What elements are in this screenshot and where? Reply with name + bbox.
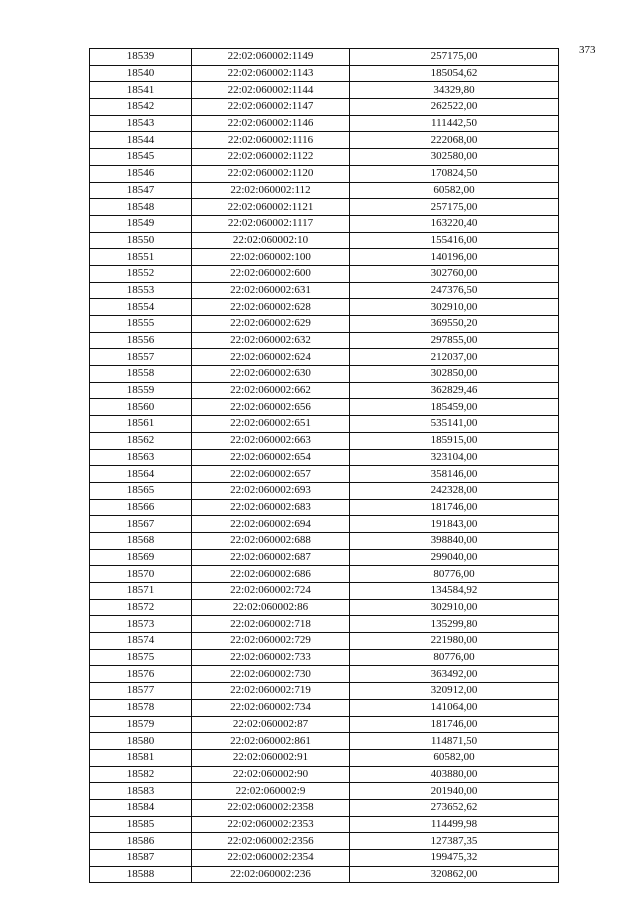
cadastral-number-cell: 22:02:060002:686 bbox=[192, 566, 350, 583]
value-cell: 212037,00 bbox=[350, 349, 559, 366]
table-row bbox=[90, 249, 559, 266]
row-number-cell: 18554 bbox=[90, 299, 192, 316]
cadastral-number-cell: 22:02:060002:1144 bbox=[192, 82, 350, 99]
table-row bbox=[90, 366, 559, 383]
table-row bbox=[90, 482, 559, 499]
value-cell: 297855,00 bbox=[350, 332, 559, 349]
table-row bbox=[90, 566, 559, 583]
value-cell: 134584,92 bbox=[350, 583, 559, 600]
row-number-cell: 18542 bbox=[90, 99, 192, 116]
table-row bbox=[90, 382, 559, 399]
row-number-cell: 18540 bbox=[90, 65, 192, 82]
row-number-cell: 18553 bbox=[90, 282, 192, 299]
value-cell: 299040,00 bbox=[350, 549, 559, 566]
cadastral-number-cell: 22:02:060002:1146 bbox=[192, 115, 350, 132]
row-number-cell: 18545 bbox=[90, 149, 192, 166]
cadastral-number-cell: 22:02:060002:628 bbox=[192, 299, 350, 316]
value-cell: 181746,00 bbox=[350, 716, 559, 733]
value-cell: 60582,00 bbox=[350, 749, 559, 766]
cadastral-number-cell: 22:02:060002:654 bbox=[192, 449, 350, 466]
table-row bbox=[90, 215, 559, 232]
cadastral-number-cell: 22:02:060002:734 bbox=[192, 699, 350, 716]
row-number-cell: 18567 bbox=[90, 516, 192, 533]
row-number-cell: 18585 bbox=[90, 816, 192, 833]
cadastral-number-cell: 22:02:060002:651 bbox=[192, 416, 350, 433]
table-row bbox=[90, 332, 559, 349]
value-cell: 302910,00 bbox=[350, 299, 559, 316]
table-row bbox=[90, 115, 559, 132]
table-row bbox=[90, 599, 559, 616]
row-number-cell: 18548 bbox=[90, 199, 192, 216]
cadastral-number-cell: 22:02:060002:2353 bbox=[192, 816, 350, 833]
cadastral-number-cell: 22:02:060002:1149 bbox=[192, 49, 350, 66]
row-number-cell: 18550 bbox=[90, 232, 192, 249]
value-cell: 320862,00 bbox=[350, 866, 559, 883]
cadastral-number-cell: 22:02:060002:86 bbox=[192, 599, 350, 616]
value-cell: 185915,00 bbox=[350, 432, 559, 449]
table-row bbox=[90, 666, 559, 683]
value-cell: 135299,80 bbox=[350, 616, 559, 633]
row-number-cell: 18551 bbox=[90, 249, 192, 266]
value-cell: 403880,00 bbox=[350, 766, 559, 783]
cadastral-number-cell: 22:02:060002:236 bbox=[192, 866, 350, 883]
cadastral-number-cell: 22:02:060002:724 bbox=[192, 583, 350, 600]
table-row bbox=[90, 99, 559, 116]
row-number-cell: 18557 bbox=[90, 349, 192, 366]
table-row bbox=[90, 833, 559, 850]
cadastral-number-cell: 22:02:060002:656 bbox=[192, 399, 350, 416]
table-row bbox=[90, 616, 559, 633]
cadastral-number-cell: 22:02:060002:733 bbox=[192, 649, 350, 666]
row-number-cell: 18541 bbox=[90, 82, 192, 99]
cadastral-number-cell: 22:02:060002:600 bbox=[192, 265, 350, 282]
cadastral-number-cell: 22:02:060002:632 bbox=[192, 332, 350, 349]
table-row bbox=[90, 65, 559, 82]
table-row bbox=[90, 583, 559, 600]
value-cell: 363492,00 bbox=[350, 666, 559, 683]
value-cell: 358146,00 bbox=[350, 466, 559, 483]
row-number-cell: 18581 bbox=[90, 749, 192, 766]
value-cell: 127387,35 bbox=[350, 833, 559, 850]
row-number-cell: 18583 bbox=[90, 783, 192, 800]
row-number-cell: 18579 bbox=[90, 716, 192, 733]
value-cell: 302760,00 bbox=[350, 265, 559, 282]
table-row bbox=[90, 816, 559, 833]
table-row bbox=[90, 449, 559, 466]
value-cell: 140196,00 bbox=[350, 249, 559, 266]
value-cell: 302580,00 bbox=[350, 149, 559, 166]
value-cell: 302850,00 bbox=[350, 366, 559, 383]
cadastral-number-cell: 22:02:060002:657 bbox=[192, 466, 350, 483]
value-cell: 320912,00 bbox=[350, 683, 559, 700]
cadastral-number-cell: 22:02:060002:663 bbox=[192, 432, 350, 449]
table-row bbox=[90, 265, 559, 282]
table-row bbox=[90, 532, 559, 549]
value-cell: 257175,00 bbox=[350, 49, 559, 66]
parcel-table-body bbox=[90, 49, 559, 883]
cadastral-number-cell: 22:02:060002:719 bbox=[192, 683, 350, 700]
row-number-cell: 18564 bbox=[90, 466, 192, 483]
table-row bbox=[90, 633, 559, 650]
table-row bbox=[90, 716, 559, 733]
cadastral-number-cell: 22:02:060002:2354 bbox=[192, 850, 350, 867]
value-cell: 323104,00 bbox=[350, 449, 559, 466]
cadastral-number-cell: 22:02:060002:630 bbox=[192, 366, 350, 383]
row-number-cell: 18559 bbox=[90, 382, 192, 399]
value-cell: 262522,00 bbox=[350, 99, 559, 116]
row-number-cell: 18573 bbox=[90, 616, 192, 633]
row-number-cell: 18552 bbox=[90, 265, 192, 282]
row-number-cell: 18571 bbox=[90, 583, 192, 600]
value-cell: 141064,00 bbox=[350, 699, 559, 716]
row-number-cell: 18543 bbox=[90, 115, 192, 132]
row-number-cell: 18578 bbox=[90, 699, 192, 716]
cadastral-number-cell: 22:02:060002:10 bbox=[192, 232, 350, 249]
value-cell: 199475,32 bbox=[350, 850, 559, 867]
value-cell: 80776,00 bbox=[350, 566, 559, 583]
table-row bbox=[90, 82, 559, 99]
table-row bbox=[90, 799, 559, 816]
row-number-cell: 18576 bbox=[90, 666, 192, 683]
row-number-cell: 18568 bbox=[90, 532, 192, 549]
row-number-cell: 18547 bbox=[90, 182, 192, 199]
row-number-cell: 18582 bbox=[90, 766, 192, 783]
table-row bbox=[90, 149, 559, 166]
value-cell: 34329,80 bbox=[350, 82, 559, 99]
cadastral-number-cell: 22:02:060002:1147 bbox=[192, 99, 350, 116]
row-number-cell: 18588 bbox=[90, 866, 192, 883]
cadastral-number-cell: 22:02:060002:1143 bbox=[192, 65, 350, 82]
table-row bbox=[90, 132, 559, 149]
value-cell: 242328,00 bbox=[350, 482, 559, 499]
row-number-cell: 18586 bbox=[90, 833, 192, 850]
cadastral-number-cell: 22:02:060002:629 bbox=[192, 316, 350, 333]
row-number-cell: 18587 bbox=[90, 850, 192, 867]
value-cell: 191843,00 bbox=[350, 516, 559, 533]
value-cell: 181746,00 bbox=[350, 499, 559, 516]
row-number-cell: 18563 bbox=[90, 449, 192, 466]
cadastral-number-cell: 22:02:060002:112 bbox=[192, 182, 350, 199]
row-number-cell: 18584 bbox=[90, 799, 192, 816]
value-cell: 163220,40 bbox=[350, 215, 559, 232]
cadastral-number-cell: 22:02:060002:624 bbox=[192, 349, 350, 366]
row-number-cell: 18562 bbox=[90, 432, 192, 449]
row-number-cell: 18555 bbox=[90, 316, 192, 333]
table-row bbox=[90, 866, 559, 883]
value-cell: 362829,46 bbox=[350, 382, 559, 399]
cadastral-number-cell: 22:02:060002:693 bbox=[192, 482, 350, 499]
row-number-cell: 18561 bbox=[90, 416, 192, 433]
value-cell: 257175,00 bbox=[350, 199, 559, 216]
table-row bbox=[90, 399, 559, 416]
table-row bbox=[90, 516, 559, 533]
row-number-cell: 18558 bbox=[90, 366, 192, 383]
table-row bbox=[90, 766, 559, 783]
cadastral-number-cell: 22:02:060002:730 bbox=[192, 666, 350, 683]
cadastral-number-cell: 22:02:060002:687 bbox=[192, 549, 350, 566]
cadastral-number-cell: 22:02:060002:90 bbox=[192, 766, 350, 783]
row-number-cell: 18565 bbox=[90, 482, 192, 499]
cadastral-number-cell: 22:02:060002:718 bbox=[192, 616, 350, 633]
cadastral-number-cell: 22:02:060002:100 bbox=[192, 249, 350, 266]
cadastral-number-cell: 22:02:060002:2358 bbox=[192, 799, 350, 816]
cadastral-number-cell: 22:02:060002:9 bbox=[192, 783, 350, 800]
cadastral-number-cell: 22:02:060002:1122 bbox=[192, 149, 350, 166]
table-row bbox=[90, 299, 559, 316]
table-row bbox=[90, 850, 559, 867]
row-number-cell: 18566 bbox=[90, 499, 192, 516]
cadastral-number-cell: 22:02:060002:729 bbox=[192, 633, 350, 650]
row-number-cell: 18570 bbox=[90, 566, 192, 583]
value-cell: 60582,00 bbox=[350, 182, 559, 199]
cadastral-number-cell: 22:02:060002:861 bbox=[192, 733, 350, 750]
row-number-cell: 18574 bbox=[90, 633, 192, 650]
table-row bbox=[90, 783, 559, 800]
cadastral-number-cell: 22:02:060002:688 bbox=[192, 532, 350, 549]
table-row bbox=[90, 49, 559, 66]
row-number-cell: 18549 bbox=[90, 215, 192, 232]
cadastral-number-cell: 22:02:060002:1121 bbox=[192, 199, 350, 216]
table-row bbox=[90, 165, 559, 182]
value-cell: 80776,00 bbox=[350, 649, 559, 666]
table-row bbox=[90, 649, 559, 666]
table-row bbox=[90, 416, 559, 433]
table-row bbox=[90, 749, 559, 766]
row-number-cell: 18560 bbox=[90, 399, 192, 416]
table-row bbox=[90, 466, 559, 483]
row-number-cell: 18544 bbox=[90, 132, 192, 149]
cadastral-number-cell: 22:02:060002:1117 bbox=[192, 215, 350, 232]
value-cell: 221980,00 bbox=[350, 633, 559, 650]
cadastral-number-cell: 22:02:060002:662 bbox=[192, 382, 350, 399]
table-row bbox=[90, 282, 559, 299]
value-cell: 302910,00 bbox=[350, 599, 559, 616]
value-cell: 398840,00 bbox=[350, 532, 559, 549]
row-number-cell: 18572 bbox=[90, 599, 192, 616]
parcel-table bbox=[89, 48, 559, 883]
value-cell: 185054,62 bbox=[350, 65, 559, 82]
value-cell: 535141,00 bbox=[350, 416, 559, 433]
table-row bbox=[90, 432, 559, 449]
cadastral-number-cell: 22:02:060002:683 bbox=[192, 499, 350, 516]
row-number-cell: 18569 bbox=[90, 549, 192, 566]
value-cell: 185459,00 bbox=[350, 399, 559, 416]
value-cell: 222068,00 bbox=[350, 132, 559, 149]
row-number-cell: 18575 bbox=[90, 649, 192, 666]
cadastral-number-cell: 22:02:060002:2356 bbox=[192, 833, 350, 850]
table-row bbox=[90, 232, 559, 249]
table-row bbox=[90, 683, 559, 700]
value-cell: 155416,00 bbox=[350, 232, 559, 249]
cadastral-number-cell: 22:02:060002:91 bbox=[192, 749, 350, 766]
cadastral-number-cell: 22:02:060002:1120 bbox=[192, 165, 350, 182]
cadastral-number-cell: 22:02:060002:631 bbox=[192, 282, 350, 299]
value-cell: 247376,50 bbox=[350, 282, 559, 299]
value-cell: 114871,50 bbox=[350, 733, 559, 750]
row-number-cell: 18556 bbox=[90, 332, 192, 349]
cadastral-number-cell: 22:02:060002:694 bbox=[192, 516, 350, 533]
cadastral-number-cell: 22:02:060002:87 bbox=[192, 716, 350, 733]
value-cell: 170824,50 bbox=[350, 165, 559, 182]
table-row bbox=[90, 549, 559, 566]
row-number-cell: 18580 bbox=[90, 733, 192, 750]
table-row bbox=[90, 199, 559, 216]
page-number: 373 bbox=[579, 44, 596, 56]
table-row bbox=[90, 316, 559, 333]
table-row bbox=[90, 499, 559, 516]
table-row bbox=[90, 699, 559, 716]
table-row bbox=[90, 733, 559, 750]
row-number-cell: 18546 bbox=[90, 165, 192, 182]
value-cell: 111442,50 bbox=[350, 115, 559, 132]
cadastral-number-cell: 22:02:060002:1116 bbox=[192, 132, 350, 149]
table-row bbox=[90, 182, 559, 199]
row-number-cell: 18577 bbox=[90, 683, 192, 700]
table-row bbox=[90, 349, 559, 366]
value-cell: 114499,98 bbox=[350, 816, 559, 833]
value-cell: 369550,20 bbox=[350, 316, 559, 333]
value-cell: 201940,00 bbox=[350, 783, 559, 800]
value-cell: 273652,62 bbox=[350, 799, 559, 816]
row-number-cell: 18539 bbox=[90, 49, 192, 66]
